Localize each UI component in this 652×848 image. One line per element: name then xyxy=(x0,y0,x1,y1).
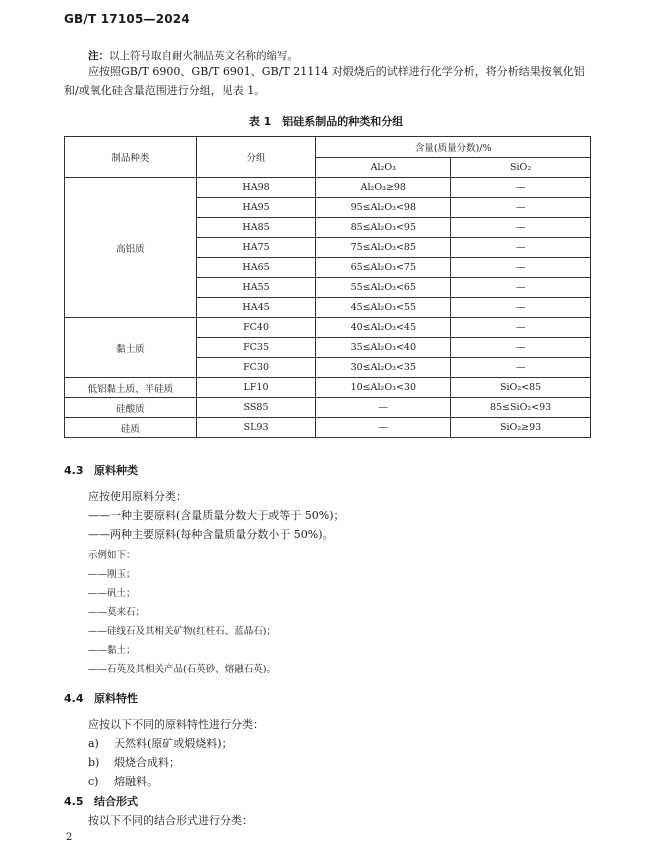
al2o3-cell: 75≤Al₂O₃<85 xyxy=(316,238,451,258)
al2o3-cell: 10≤Al₂O₃<30 xyxy=(316,378,451,398)
example-item: ——刚玉； xyxy=(88,569,136,580)
group-cell: LF10 xyxy=(196,378,316,398)
example-item: ——莫来石； xyxy=(88,607,146,618)
sio2-cell: — xyxy=(451,178,591,198)
al2o3-cell: Al₂O₃≥98 xyxy=(316,178,451,198)
example-item: ——矾土； xyxy=(88,588,136,599)
sio2-cell: 85≤SiO₂<93 xyxy=(451,398,591,418)
group-cell: HA45 xyxy=(196,298,316,318)
table-row xyxy=(65,178,591,198)
group-cell: SS85 xyxy=(196,398,316,418)
al2o3-cell: 45≤Al₂O₃<55 xyxy=(316,298,451,318)
sio2-cell: — xyxy=(451,258,591,278)
list-text: 天然料(原矿或煅烧料)； xyxy=(114,737,233,750)
header-al2o3: Al₂O₃ xyxy=(316,158,451,178)
list-item xyxy=(88,754,180,770)
example-item: ——石英及其相关产品(石英砂、熔融石英)。 xyxy=(88,664,276,675)
product-type-cell: 低铝黏土质、半硅质 xyxy=(65,378,197,398)
sio2-cell: — xyxy=(451,358,591,378)
classification-table xyxy=(64,136,591,438)
list-label: c) xyxy=(88,775,99,788)
group-cell: HA85 xyxy=(196,218,316,238)
header-group: 分组 xyxy=(196,137,316,178)
header-product-type: 制品种类 xyxy=(65,137,197,178)
group-cell: HA95 xyxy=(196,198,316,218)
sio2-cell: SiO₂<85 xyxy=(451,378,591,398)
section-4-4-heading xyxy=(64,690,138,706)
example-item: ——硅线石及其相关矿物(红柱石、蓝晶石)； xyxy=(88,626,276,637)
header-content: 含量(质量分数)/% xyxy=(316,137,591,158)
sio2-cell: — xyxy=(451,238,591,258)
s45-intro: 按以下不同的结合形式进行分类： xyxy=(88,814,253,827)
group-cell: HA65 xyxy=(196,258,316,278)
list-item xyxy=(88,735,233,751)
sio2-cell: — xyxy=(451,318,591,338)
product-type-cell: 硅酸质 xyxy=(65,398,197,418)
list-label: a) xyxy=(88,737,99,750)
list-text: 煅烧合成料； xyxy=(114,756,180,769)
product-type-cell: 硅质 xyxy=(65,418,197,438)
s43-intro: 应按使用原料分类： xyxy=(88,490,187,503)
al2o3-cell: 95≤Al₂O₃<98 xyxy=(316,198,451,218)
table-row xyxy=(65,318,591,338)
example-item: ——黏土； xyxy=(88,645,136,656)
header-sio2: SiO₂ xyxy=(451,158,591,178)
note-label: 注： xyxy=(88,50,109,62)
al2o3-cell: 35≤Al₂O₃<40 xyxy=(316,338,451,358)
al2o3-cell: — xyxy=(316,418,451,438)
group-cell: SL93 xyxy=(196,418,316,438)
example-intro: 示例如下： xyxy=(88,550,136,561)
group-cell: FC40 xyxy=(196,318,316,338)
s44-intro: 应按以下不同的原料特性进行分类： xyxy=(88,718,264,731)
group-cell: HA98 xyxy=(196,178,316,198)
intro-line-1: 应按照GB/T 6900、GB/T 6901、GB/T 21114 对煅烧后的试样进行化学分析，将分析结果按氧化铝 xyxy=(88,65,585,78)
section-number: 4.5 xyxy=(64,795,84,808)
page-number: 2 xyxy=(66,832,73,843)
product-type-cell: 高铝质 xyxy=(65,178,197,318)
sio2-cell: — xyxy=(451,218,591,238)
table-caption: 表 1 铝硅系制品的种类和分组 xyxy=(248,115,404,128)
note-text: 以上符号取自耐火制品英文名称的缩写。 xyxy=(109,50,298,62)
table-row xyxy=(65,418,591,438)
group-cell: HA75 xyxy=(196,238,316,258)
list-text: 熔融料。 xyxy=(114,775,158,788)
section-4-5-heading xyxy=(64,793,138,809)
section-number: 4.4 xyxy=(64,692,84,705)
product-type-cell: 黏土质 xyxy=(65,318,197,378)
intro-line-2: 和/或氧化硅含量范围进行分组，见表 1。 xyxy=(64,84,266,97)
table-row xyxy=(65,398,591,418)
list-label: b) xyxy=(88,756,100,769)
s43-item-1: ——一种主要原料(含量质量分数大于或等于 50%)； xyxy=(88,509,345,522)
al2o3-cell: 85≤Al₂O₃<95 xyxy=(316,218,451,238)
section-4-3-heading xyxy=(64,462,138,478)
list-item xyxy=(88,773,158,789)
document-code: GB/T 17105—2024 xyxy=(64,12,190,26)
al2o3-cell: — xyxy=(316,398,451,418)
al2o3-cell: 65≤Al₂O₃<75 xyxy=(316,258,451,278)
al2o3-cell: 40≤Al₂O₃<45 xyxy=(316,318,451,338)
section-title: 原料特性 xyxy=(94,692,138,705)
sio2-cell: — xyxy=(451,338,591,358)
intro-paragraph xyxy=(64,62,590,100)
sio2-cell: — xyxy=(451,198,591,218)
section-title: 原料种类 xyxy=(94,464,138,477)
al2o3-cell: 30≤Al₂O₃<35 xyxy=(316,358,451,378)
section-title: 结合形式 xyxy=(94,795,138,808)
group-cell: HA55 xyxy=(196,278,316,298)
note xyxy=(88,48,298,63)
sio2-cell: — xyxy=(451,298,591,318)
sio2-cell: — xyxy=(451,278,591,298)
group-cell: FC30 xyxy=(196,358,316,378)
group-cell: FC35 xyxy=(196,338,316,358)
section-number: 4.3 xyxy=(64,464,84,477)
sio2-cell: SiO₂≥93 xyxy=(451,418,591,438)
s43-item-2: ——两种主要原料(每种含量质量分数小于 50%)。 xyxy=(88,528,334,541)
table-row xyxy=(65,378,591,398)
al2o3-cell: 55≤Al₂O₃<65 xyxy=(316,278,451,298)
